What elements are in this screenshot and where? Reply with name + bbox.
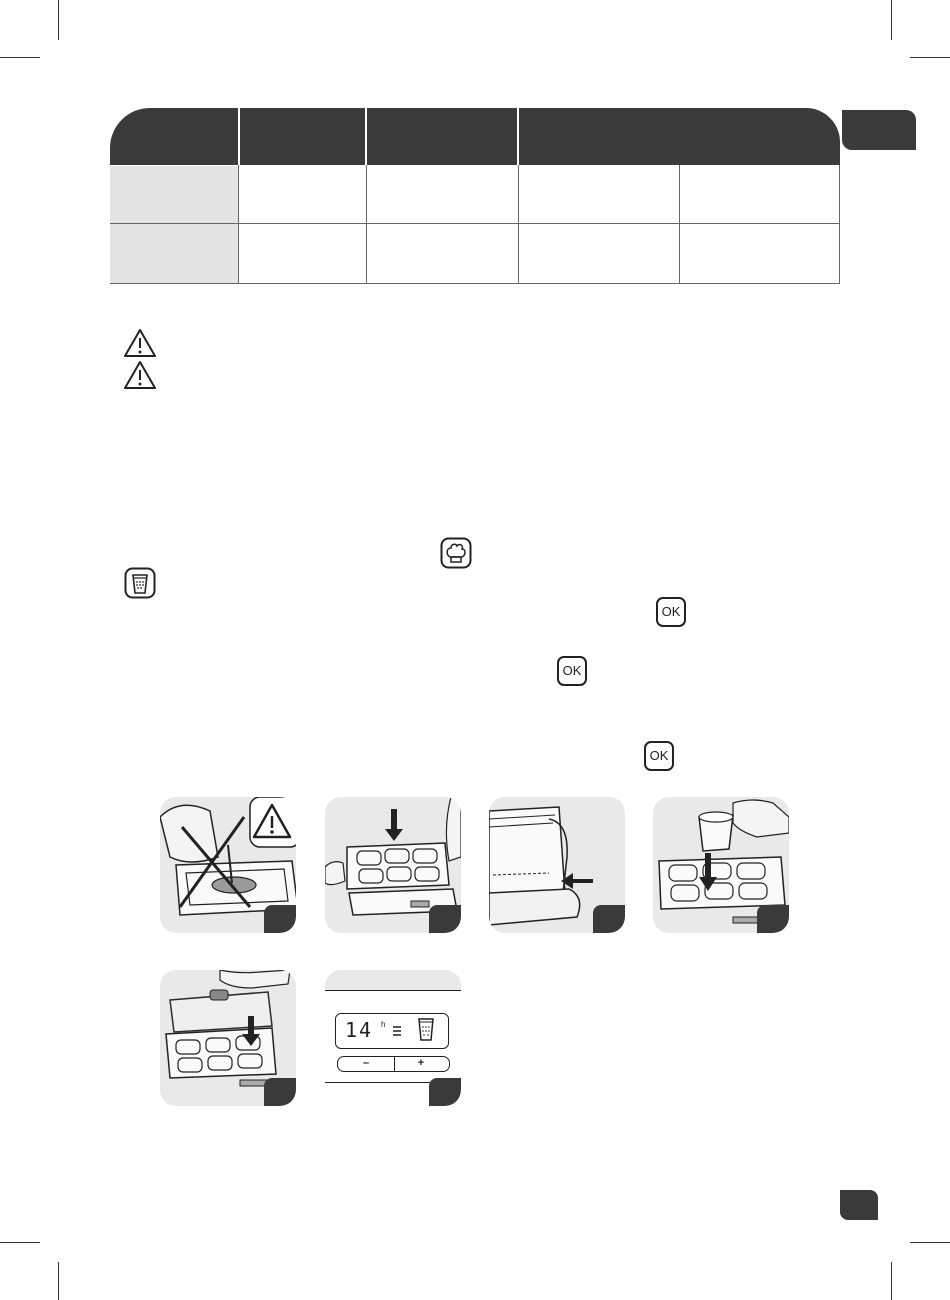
yogurt-pot-icon (417, 1016, 435, 1042)
language-tab (842, 110, 916, 150)
header-separator (365, 108, 367, 165)
illustration-insert-detail (489, 797, 625, 933)
table-header (110, 108, 840, 165)
ok-button-icon (644, 741, 674, 771)
plus-label: + (417, 1057, 425, 1069)
crop-mark (891, 1262, 892, 1300)
chef-hat-icon (440, 537, 472, 569)
crop-mark (0, 57, 40, 58)
crop-mark (58, 0, 59, 40)
column-divider (679, 165, 680, 283)
page-number-badge (840, 1190, 878, 1220)
header-separator (517, 108, 519, 165)
ok-label: OK (562, 663, 582, 678)
column-divider (839, 165, 840, 283)
program-indicator-icon (393, 1026, 401, 1036)
row-header (110, 224, 238, 283)
column-divider (238, 165, 239, 283)
ok-label: OK (661, 604, 681, 619)
crop-mark (910, 57, 950, 58)
column-divider (518, 165, 519, 283)
ok-button-icon (557, 656, 587, 686)
crop-mark (58, 1262, 59, 1300)
illustration-place-tray (325, 797, 461, 933)
header-separator (238, 108, 240, 165)
minus-label: – (362, 1057, 370, 1069)
ok-button-icon (656, 597, 686, 627)
display-top-bar (325, 970, 461, 991)
warning-triangle-icon (123, 328, 157, 358)
plus-button (393, 1056, 450, 1072)
illustration-place-pots (653, 797, 789, 933)
illustration-place-lid (160, 970, 296, 1106)
column-divider (366, 165, 367, 283)
illustration-display-panel (325, 970, 461, 1106)
row-divider (110, 223, 840, 224)
crop-mark (0, 1242, 40, 1243)
settings-table (110, 108, 840, 284)
display-hours-unit: h (381, 1020, 386, 1029)
row-divider (110, 283, 840, 284)
warning-triangle-icon (123, 360, 157, 390)
crop-mark (910, 1242, 950, 1243)
minus-button (337, 1056, 395, 1072)
yogurt-pot-icon (124, 567, 156, 599)
ok-label: OK (649, 748, 669, 763)
display-hours: 14 (345, 1018, 374, 1042)
crop-mark (891, 0, 892, 40)
illustration-no-water-in-base (160, 797, 296, 933)
row-header (110, 166, 238, 223)
